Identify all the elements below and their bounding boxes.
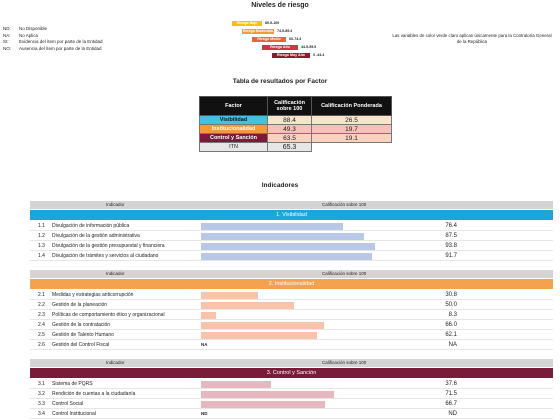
abbreviation-code: NA: bbox=[3, 32, 11, 38]
color-note: Las variables de color verde claro aplican únicamente para la Contraloría General de la República bbox=[392, 33, 552, 44]
indicator-label: Divulgación de trámites y servicios al ciudadano bbox=[52, 253, 159, 259]
risk-level-chip: Riesgo Muy Alto bbox=[272, 53, 310, 58]
abbreviation-code: SI: bbox=[3, 39, 9, 44]
indicator-bar bbox=[201, 243, 375, 250]
factor-row bbox=[200, 125, 392, 134]
risk-level-chip: Riesgo Moderado bbox=[242, 29, 274, 33]
indicator-value: 50.0 bbox=[445, 302, 457, 308]
risk-level-chip: Riesgo Medio bbox=[252, 37, 286, 42]
indicator-row bbox=[30, 399, 553, 409]
indicator-value: 66.0 bbox=[445, 322, 457, 328]
indicator-bar bbox=[201, 253, 372, 260]
score-column-header: Calificación sobre 100 bbox=[268, 97, 312, 116]
indicator-value: 30.8 bbox=[445, 292, 457, 298]
indicator-na-mark: ND bbox=[201, 411, 208, 416]
risk-level-range: 74.5-89.4 bbox=[277, 29, 293, 33]
indicator-label: Rendición de cuentas a la ciudadanía bbox=[52, 391, 136, 397]
indicator-row bbox=[30, 290, 553, 300]
score-column-header: Calificación sobre 100 bbox=[322, 202, 367, 207]
abbreviation-text: No Disponible bbox=[19, 26, 48, 31]
indicator-label: Divulgación de la gestión presupuestal y financiera bbox=[52, 243, 165, 249]
abbreviation-code: NO: bbox=[3, 45, 12, 51]
indicator-value: 62.1 bbox=[445, 332, 457, 338]
risk-level-row bbox=[252, 37, 301, 42]
abbreviation-item bbox=[3, 46, 102, 52]
risk-level-row bbox=[262, 45, 316, 50]
factor-score: 63.5 bbox=[268, 134, 312, 143]
indicator-number: 2.6 bbox=[38, 342, 45, 348]
indicator-label: Divulgación de la gestión administrativa bbox=[52, 233, 140, 239]
section-title: 3. Control y Sanción bbox=[30, 368, 553, 378]
indicator-bar bbox=[201, 322, 324, 329]
indicator-na-mark: NA bbox=[201, 342, 208, 347]
risk-levels-title: Niveles de riesgo bbox=[251, 2, 309, 9]
factor-name: Institucionalidad bbox=[200, 125, 268, 134]
indicator-bar bbox=[201, 233, 364, 240]
risk-level-chip: Riesgo Bajo bbox=[232, 21, 262, 26]
indicator-value: NA bbox=[448, 342, 457, 348]
factor-weighted: 26.5 bbox=[312, 116, 392, 125]
indicator-value: 37.6 bbox=[445, 381, 457, 387]
section-title: 2. Institucionalidad bbox=[30, 279, 553, 289]
indicator-column-header: Indicador bbox=[106, 360, 125, 365]
section-title: 1. Visibilidad bbox=[30, 210, 553, 220]
factor-row bbox=[200, 134, 392, 143]
indicator-bar bbox=[201, 381, 271, 388]
indicator-value: 76.4 bbox=[445, 223, 457, 229]
indicator-row bbox=[30, 300, 553, 310]
abbreviation-text: No Aplica bbox=[19, 32, 39, 38]
risk-level-range: 0 -44.4 bbox=[313, 53, 325, 57]
indicator-label: Gestión de Talento Humano bbox=[52, 332, 114, 338]
indicator-label: Políticas de comportamiento ético y organizacional bbox=[52, 312, 165, 318]
factor-name: Control y Sanción bbox=[200, 134, 268, 143]
indicator-label: Control Social bbox=[52, 401, 84, 407]
indicator-label: Divulgación de información pública bbox=[52, 223, 130, 229]
indicator-row bbox=[30, 231, 553, 241]
score-column-header: Calificación sobre 100 bbox=[322, 360, 367, 365]
indicators-table-header bbox=[30, 270, 553, 278]
factor-results-table bbox=[199, 96, 392, 152]
indicator-label: Gestión de la contratación bbox=[52, 322, 111, 328]
risk-level-row bbox=[242, 29, 292, 34]
indicator-row bbox=[30, 389, 553, 399]
abbreviation-item bbox=[3, 39, 103, 45]
indicators-table-header bbox=[30, 359, 553, 367]
indicator-row bbox=[30, 330, 553, 340]
risk-level-chip: Riesgo Alto bbox=[262, 45, 298, 50]
indicator-value: 93.8 bbox=[445, 243, 457, 249]
indicator-label: Control Institucional bbox=[52, 411, 96, 417]
abbreviation-item bbox=[3, 26, 47, 32]
indicator-number: 1.3 bbox=[38, 243, 45, 249]
indicator-value: 87.5 bbox=[445, 233, 457, 239]
risk-level-range: 89.5-100 bbox=[265, 21, 280, 25]
factor-column-header: Factor bbox=[200, 97, 268, 116]
indicator-number: 2.2 bbox=[38, 302, 45, 308]
indicator-label: Sistema de PQRS bbox=[52, 381, 93, 387]
indicator-bar bbox=[201, 312, 216, 319]
weighted-column-header: Calificación Ponderada bbox=[312, 97, 392, 116]
factor-name: Visibilidad bbox=[200, 116, 268, 125]
indicator-number: 1.4 bbox=[38, 253, 45, 259]
indicators-title: Indicadores bbox=[261, 182, 299, 189]
indicator-number: 1.2 bbox=[38, 233, 45, 239]
indicator-bar bbox=[201, 302, 294, 309]
indicator-number: 3.2 bbox=[38, 391, 45, 397]
indicator-row bbox=[30, 379, 553, 389]
factor-score: 88.4 bbox=[268, 116, 312, 125]
indicator-label: Medidas y estrategias anticorrupción bbox=[52, 292, 134, 298]
indicator-value: 66.7 bbox=[445, 401, 457, 407]
factor-weighted: 19.7 bbox=[312, 125, 392, 134]
factor-row bbox=[200, 116, 392, 125]
indicator-label: Gestión del Control Fiscal bbox=[52, 342, 110, 348]
indicator-bar bbox=[201, 332, 317, 339]
indicator-row bbox=[30, 221, 553, 231]
risk-level-range: 60-74.4 bbox=[289, 37, 302, 41]
indicator-row bbox=[30, 310, 553, 320]
indicator-bar bbox=[201, 292, 258, 299]
indicator-number: 1.1 bbox=[38, 223, 45, 229]
risk-level-row bbox=[232, 21, 279, 26]
indicator-row bbox=[30, 409, 553, 419]
itn-label: ITN bbox=[200, 143, 268, 152]
indicator-number: 3.3 bbox=[38, 401, 45, 407]
risk-level-range: 44.5-59.9 bbox=[301, 45, 317, 49]
factor-score: 49.3 bbox=[268, 125, 312, 134]
indicator-bar bbox=[201, 223, 343, 230]
indicator-column-header: Indicador bbox=[106, 271, 125, 276]
indicators-table-header bbox=[30, 201, 553, 209]
itn-row bbox=[200, 143, 392, 152]
indicator-row bbox=[30, 241, 553, 251]
indicator-bar bbox=[201, 391, 334, 398]
indicator-number: 3.4 bbox=[38, 411, 45, 417]
indicator-number: 3.1 bbox=[38, 381, 45, 387]
abbreviation-code: ND: bbox=[3, 26, 11, 31]
indicator-column-header: Indicador bbox=[106, 202, 125, 207]
abbreviation-item bbox=[3, 33, 38, 39]
itn-score: 65.3 bbox=[268, 143, 312, 152]
indicator-number: 2.3 bbox=[38, 312, 45, 318]
abbreviation-text: Evidencia del ítem por parte de la Entidad bbox=[19, 39, 103, 44]
indicator-bar bbox=[201, 401, 325, 408]
indicator-row bbox=[30, 320, 553, 330]
indicator-number: 2.4 bbox=[38, 322, 45, 328]
factor-weighted: 19.1 bbox=[312, 134, 392, 143]
indicator-value: 91.7 bbox=[445, 253, 457, 259]
indicator-value: 8.3 bbox=[448, 312, 457, 318]
indicator-row bbox=[30, 340, 553, 350]
indicator-number: 2.5 bbox=[38, 332, 45, 338]
indicator-label: Gestión de la planeación bbox=[52, 302, 108, 308]
indicator-row bbox=[30, 251, 553, 261]
factor-table-title: Tabla de resultados por Factor bbox=[232, 78, 328, 85]
score-column-header: Calificación sobre 100 bbox=[322, 271, 367, 276]
indicator-value: ND bbox=[448, 411, 457, 417]
indicator-number: 2.1 bbox=[38, 292, 45, 298]
abbreviation-text: Ausencia del ítem por parte de la Entidad bbox=[19, 45, 102, 51]
indicator-value: 71.5 bbox=[445, 391, 457, 397]
risk-level-row bbox=[272, 53, 324, 58]
